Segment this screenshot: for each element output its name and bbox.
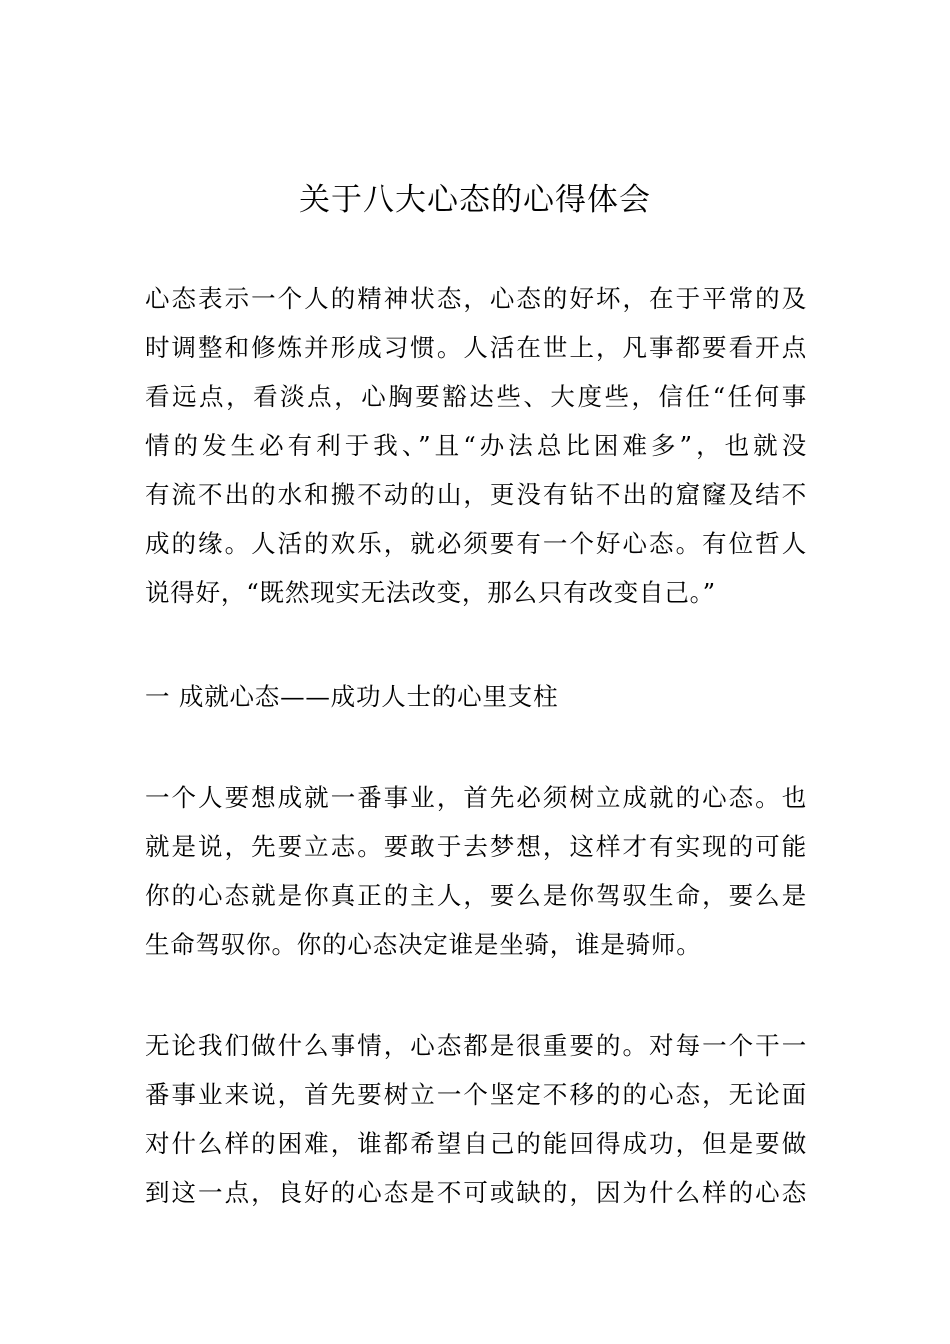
- paragraph-line: 时调整和修炼并形成习惯。人活在世上，凡事都要看开点: [145, 333, 807, 362]
- paragraph-line: 对什么样的困难，谁都希望自己的能回得成功，但是要做: [145, 1129, 807, 1158]
- paragraph-line: 成的缘。人活的欢乐，就必须要有一个好心态。有位哲人: [145, 529, 807, 558]
- intro-paragraph: [145, 274, 807, 617]
- paragraph-line: 看远点，看淡点，心胸要豁达些、大度些，信任“任何事: [145, 382, 807, 411]
- paragraph-line: 番事业来说，首先要树立一个坚定不移的的心态，无论面: [145, 1080, 807, 1109]
- paragraph-line: 有流不出的水和搬不动的山，更没有钻不出的窟窿及结不: [145, 480, 807, 509]
- paragraph-line: 一个人要想成就一番事业，首先必须树立成就的心态。也: [145, 783, 807, 812]
- paragraph-line: 说得好，“既然现实无法改变，那么只有改变自己。”: [145, 578, 716, 607]
- section-paragraph-1: [145, 773, 807, 969]
- section-heading: 一 成就心态——成功人士的心里支柱: [145, 682, 559, 711]
- paragraph-line: 到这一点，良好的心态是不可或缺的，因为什么样的心态: [145, 1178, 807, 1207]
- paragraph-line: 无论我们做什么事情，心态都是很重要的。对每一个干一: [145, 1031, 807, 1060]
- section-paragraph-2: [145, 1021, 807, 1217]
- paragraph-line: 生命驾驭你。你的心态决定谁是坐骑，谁是骑师。: [145, 930, 702, 959]
- paragraph-line: 你的心态就是你真正的主人，要么是你驾驭生命，要么是: [145, 881, 807, 910]
- paragraph-line: 就是说，先要立志。要敢于去梦想，这样才有实现的可能: [145, 832, 807, 861]
- paragraph-line: 情的发生必有利于我、”且“办法总比困难多”，也就没: [145, 431, 807, 460]
- paragraph-line: 心态表示一个人的精神状态，心态的好坏，在于平常的及: [145, 284, 807, 313]
- document-title: 关于八大心态的心得体会: [299, 182, 651, 218]
